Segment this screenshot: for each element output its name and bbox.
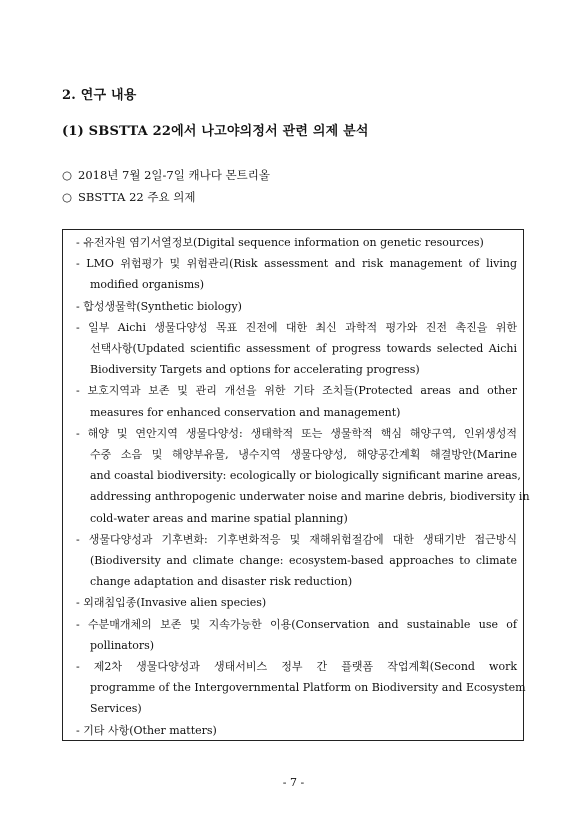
agenda-item xyxy=(76,423,530,529)
agenda-item-line: - 기타 사항(Other matters) xyxy=(76,723,217,737)
agenda-item-line: measures for enhanced conservation and management) xyxy=(90,405,401,419)
agenda-item-line: 수중 소음 및 해양부유물, 냉수지역 생물다양성, 해양공간계획 해결방안(Marine xyxy=(90,448,517,462)
agenda-item xyxy=(76,614,517,656)
agenda-item-line: change adaptation and disaster risk reduction) xyxy=(90,575,353,589)
page-number: - 7 - xyxy=(282,776,305,789)
sub-title: (1) SBSTTA 22에서 나고야의정서 관련 의제 분석 xyxy=(62,124,369,139)
agenda-item xyxy=(76,529,517,593)
agenda-item xyxy=(76,656,526,720)
agenda-item-line: - LMO 위험평가 및 위험관리(Risk assessment and risk management of living xyxy=(76,257,517,271)
agenda-item xyxy=(76,296,517,317)
agenda-item xyxy=(76,317,517,381)
agenda-item-line: modified organisms) xyxy=(90,278,205,292)
bullet-circle-icon: ○ xyxy=(62,190,73,204)
agenda-item xyxy=(76,380,517,422)
bullet-text: SBSTTA 22 주요 의제 xyxy=(78,190,196,204)
agenda-item xyxy=(76,232,517,253)
agenda-item-line: - 외래침입종(Invasive alien species) xyxy=(76,596,267,610)
agenda-item-line: and coastal biodiversity: ecologically or biologically significant marine areas, xyxy=(90,469,521,483)
agenda-item-line: - 제2차 생물다양성과 생태서비스 정부 간 플랫폼 작업계획(Second work xyxy=(76,660,517,674)
agenda-item-line: programme of the Intergovernmental Platform on Biodiversity and Ecosystem xyxy=(90,681,526,695)
bullet-circle-icon: ○ xyxy=(62,168,73,182)
agenda-item-line: - 생물다양성과 기후변화: 기후변화적응 및 재해위험절감에 대한 생태기반 접근방식 xyxy=(76,532,517,546)
bullet-item xyxy=(62,164,270,186)
agenda-item-line: - 합성생물학(Synthetic biology) xyxy=(76,299,242,313)
agenda-box xyxy=(62,229,530,741)
bullet-item xyxy=(62,186,270,208)
agenda-item-line: Biodiversity Targets and options for accelerating progress) xyxy=(90,363,420,377)
section-title: 2. 연구 내용 xyxy=(62,88,137,103)
agenda-item-line: addressing anthropogenic underwater noise and marine debris, biodiversity in xyxy=(90,490,530,504)
bullet-text: 2018년 7월 2일-7일 캐나다 몬트리올 xyxy=(78,168,270,182)
agenda-item-line: (Biodiversity and climate change: ecosystem-based approaches to climate xyxy=(90,554,517,568)
agenda-item-line: - 유전자원 염기서열정보(Digital sequence information on genetic resources) xyxy=(76,236,484,249)
agenda-item-line: - 보호지역과 보존 및 관리 개선을 위한 기타 조치들(Protected areas and other xyxy=(76,384,517,398)
agenda-item xyxy=(76,253,517,295)
agenda-item xyxy=(76,720,517,741)
agenda-item-line: - 해양 및 연안지역 생물다양성: 생태학적 또는 생물학적 핵심 해양구역, 인위생성적 xyxy=(76,426,517,440)
agenda-item-line: - 수분매개체의 보존 및 지속가능한 이용(Conservation and sustainable use of xyxy=(76,617,517,631)
bullet-list xyxy=(62,164,270,208)
agenda-item-line: cold-water areas and marine spatial planning) xyxy=(90,511,348,525)
agenda-item-line: Services) xyxy=(90,702,142,716)
agenda-item-line: - 일부 Aichi 생물다양성 목표 진전에 대한 최신 과학적 평가와 진전 촉진을 위한 xyxy=(76,320,517,334)
agenda-item-line: 선택사항(Updated scientific assessment of progress towards selected Aichi xyxy=(90,342,517,356)
agenda-item xyxy=(76,592,517,613)
agenda-item-line: pollinators) xyxy=(90,638,155,652)
